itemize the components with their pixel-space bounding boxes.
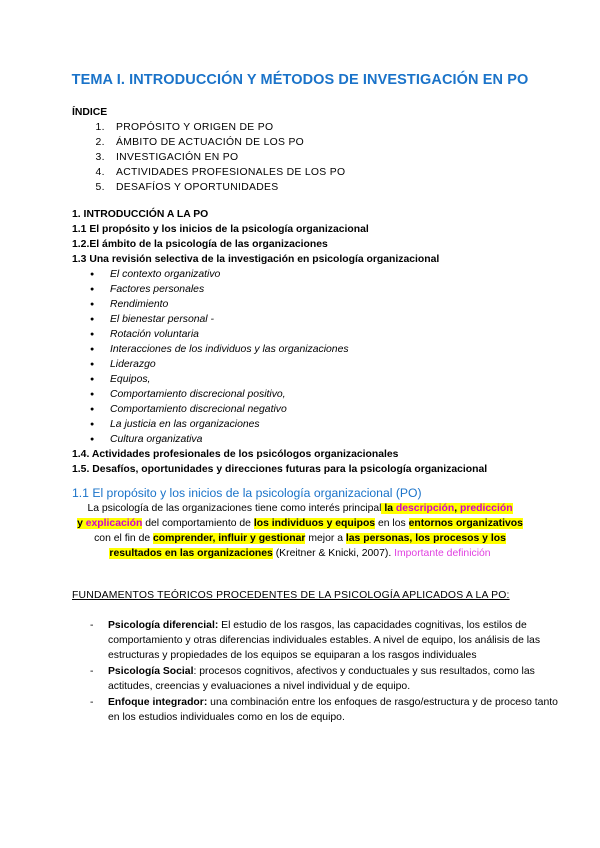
definition-paragraph (72, 501, 528, 561)
index-item: 2. ÁMBITO DE ACTUACIÓN DE LOS PO (108, 135, 345, 150)
fundamentos-list (72, 618, 558, 726)
outline-section (72, 207, 532, 477)
highlight: los individuos y equipos (253, 518, 376, 529)
bullet-item: ● Rendimiento (108, 297, 532, 312)
index-item: 3. INVESTIGACIÓN EN PO (108, 150, 345, 165)
highlight-magenta: predicción (460, 503, 513, 514)
highlight: comprender, influir y gestionar (153, 533, 306, 544)
paragraph-text: mejor a (305, 533, 346, 544)
outline-item-1-5: 1.5. Desafíos, oportunidades y direcciones futuras para la psicología organizacional (72, 464, 488, 475)
highlight: y (77, 518, 86, 529)
highlight: , (454, 503, 460, 514)
fundamentos-term: Enfoque integrador: (108, 697, 208, 708)
fundamentos-heading: FUNDAMENTOS TEÓRICOS PROCEDENTES DE LA PSICOLOGÍA APLICADOS A LA PO: (72, 590, 510, 601)
fundamentos-text: El estudio de los rasgos, las capacidades cognitivas, los estilos de comportamiento y otras diferencias individuales estables. A nivel de equipo, los análisis de las estructuras y propiedades de los equipos se equiparan a los rasgos individuales (108, 620, 541, 661)
index-section (72, 105, 345, 195)
fundamentos-item (108, 618, 558, 663)
bullet-item: ● Liderazgo (108, 357, 532, 372)
paragraph-text: del comportamiento de (142, 518, 254, 529)
outline-item-1-1: 1.1 El propósito y los inicios de la psicología organizacional (72, 224, 369, 235)
bullet-item: ● Interacciones de los individuos y las organizaciones (108, 342, 532, 357)
bullet-item: ● La justicia en las organizaciones (108, 417, 532, 432)
paragraph-text: con el fin de (94, 533, 154, 544)
outline-item-1-3: 1.3 Una revisión selectiva de la investigación en psicología organizacional (72, 254, 440, 265)
outline-item-1-4: 1.4. Actividades profesionales de los psicólogos organizacionales (72, 449, 399, 460)
paragraph-text: La psicología de las organizaciones tiene como interés principal (87, 503, 382, 514)
bullet-item: ● El contexto organizativo (108, 267, 532, 282)
index-heading: ÍNDICE (72, 107, 108, 118)
highlight: entornos organizativos (408, 518, 523, 529)
highlight: la (381, 503, 396, 514)
index-list (72, 120, 345, 195)
bullet-item: ● Rotación voluntaria (108, 327, 532, 342)
outline-heading: 1. INTRODUCCIÓN A LA PO (72, 209, 209, 220)
bullet-item: ● Comportamiento discrecional negativo (108, 402, 532, 417)
section-heading-1-1: 1.1 El propósito y los inicios de la psicología organizacional (PO) (72, 486, 422, 500)
bullet-item: ● Cultura organizativa (108, 432, 532, 447)
citation: (Kreitner & Knicki, 2007). (272, 548, 395, 559)
important-note: Importante definición (394, 548, 491, 559)
index-item: 4. ACTIVIDADES PROFESIONALES DE LOS PO (108, 165, 345, 180)
highlight-magenta: explicación (85, 518, 143, 529)
fundamentos-term: Psicología diferencial: (108, 620, 219, 631)
index-item: 5. DESAFÍOS Y OPORTUNIDADES (108, 180, 345, 195)
fundamentos-item (108, 695, 558, 725)
fundamentos-item (108, 664, 558, 694)
outline-item-1-2: 1.2.El ámbito de la psicología de las organizaciones (72, 239, 328, 250)
bullet-item: ● Equipos, (108, 372, 532, 387)
highlight: las personas, los procesos y los resultados en las organizaciones (109, 533, 506, 559)
bullet-item: ● Factores personales (108, 282, 532, 297)
fundamentos-text: una combinación entre los enfoques de rasgo/estructura y de proceso tanto en los estudios individuales como en los de equipo. (108, 697, 558, 723)
highlight-magenta: descripción (395, 503, 455, 514)
page-title: TEMA I. INTRODUCCIÓN Y MÉTODOS DE INVESTIGACIÓN EN PO (71, 72, 529, 88)
fundamentos-term: Psicología Social (108, 666, 194, 677)
fundamentos-text: : procesos cognitivos, afectivos y conductuales y sus resultados, como las actitudes, creencias y evaluaciones a nivel individual y de equipo. (108, 666, 535, 692)
outline-bullet-list (72, 267, 532, 447)
index-item: 1. PROPÓSITO Y ORIGEN DE PO (108, 120, 345, 135)
bullet-item: ● Comportamiento discrecional positivo, (108, 387, 532, 402)
bullet-item: ● El bienestar personal - (108, 312, 532, 327)
paragraph-text: en los (375, 518, 409, 529)
